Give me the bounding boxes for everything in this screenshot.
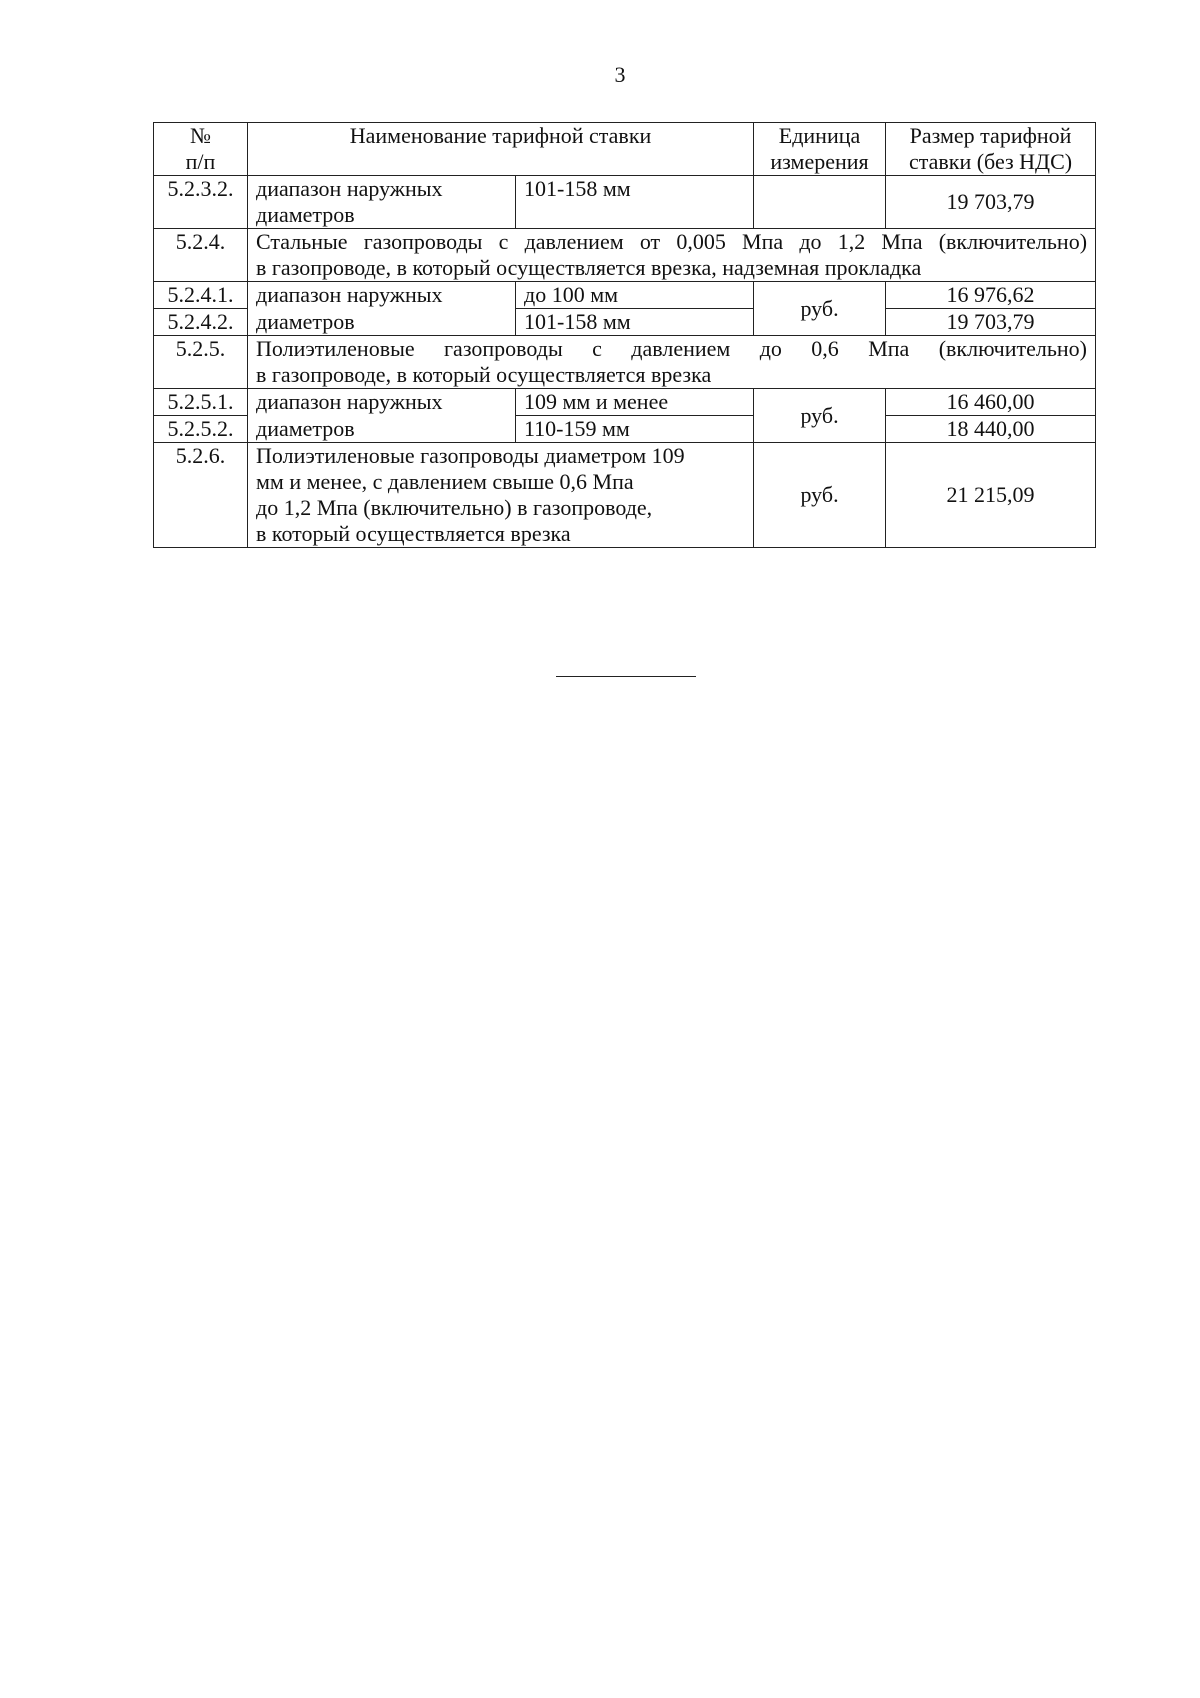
row-value: 16 976,62 bbox=[886, 282, 1096, 309]
row-range: до 100 мм bbox=[516, 282, 754, 309]
header-rate-line2: ставки (без НДС) bbox=[908, 149, 1073, 174]
row-description-line3: до 1,2 Мпа (включительно) в газопроводе, bbox=[256, 495, 653, 520]
header-unit-line2: измерения bbox=[770, 149, 869, 174]
row-range: 101-158 мм bbox=[516, 176, 754, 229]
row-description-line2: мм и менее, с давлением свыше 0,6 Мпа bbox=[256, 469, 634, 494]
row-num: 5.2.4.2. bbox=[154, 309, 248, 336]
row-value: 18 440,00 bbox=[886, 416, 1096, 443]
table-row bbox=[154, 389, 1096, 416]
row-description-line1: Стальные газопроводы с давлением от 0,005 Мпа до 1,2 Мпа (включительно) bbox=[256, 229, 1088, 254]
row-num: 5.2.3.2. bbox=[154, 176, 248, 229]
header-rate bbox=[886, 123, 1096, 176]
row-label: диаметров bbox=[248, 416, 516, 443]
row-description-line4: в который осуществляется врезка bbox=[256, 521, 571, 546]
row-label bbox=[248, 176, 516, 229]
end-rule bbox=[556, 676, 696, 677]
row-num: 5.2.5.1. bbox=[154, 389, 248, 416]
row-num: 5.2.5.2. bbox=[154, 416, 248, 443]
table-row bbox=[154, 443, 1096, 548]
row-description bbox=[248, 336, 1096, 389]
row-num: 5.2.4.1. bbox=[154, 282, 248, 309]
row-description-line2: в газопроводе, в который осуществляется врезка, надземная прокладка bbox=[256, 255, 922, 280]
row-range: 109 мм и менее bbox=[516, 389, 754, 416]
row-description bbox=[248, 229, 1096, 282]
table-row bbox=[154, 282, 1096, 309]
row-description-line1: Полиэтиленовые газопроводы диаметром 109 bbox=[256, 443, 685, 468]
table-row bbox=[154, 309, 1096, 336]
tariff-table bbox=[153, 122, 1096, 548]
row-unit bbox=[754, 176, 886, 229]
header-unit bbox=[754, 123, 886, 176]
page-number: 3 bbox=[614, 62, 626, 87]
table-row bbox=[154, 229, 1096, 282]
row-label-line2: диаметров bbox=[256, 202, 355, 227]
header-num-line2: п/п bbox=[185, 149, 216, 174]
header-num bbox=[154, 123, 248, 176]
row-unit: руб. bbox=[754, 443, 886, 548]
row-value: 21 215,09 bbox=[886, 443, 1096, 548]
row-num: 5.2.6. bbox=[154, 443, 248, 548]
row-description-line2: в газопроводе, в который осуществляется врезка bbox=[256, 362, 712, 387]
row-range: 110-159 мм bbox=[516, 416, 754, 443]
row-unit: руб. bbox=[754, 282, 886, 336]
header-num-line1: № bbox=[190, 123, 211, 148]
row-label-line1: диапазон наружных bbox=[256, 176, 443, 201]
row-label: диаметров bbox=[248, 309, 516, 336]
row-value: 19 703,79 bbox=[886, 309, 1096, 336]
header-unit-line1: Единица bbox=[778, 123, 861, 148]
row-unit: руб. bbox=[754, 389, 886, 443]
row-value: 19 703,79 bbox=[886, 176, 1096, 229]
row-value: 16 460,00 bbox=[886, 389, 1096, 416]
table-header-row bbox=[154, 123, 1096, 176]
table-row bbox=[154, 176, 1096, 229]
header-name: Наименование тарифной ставки bbox=[248, 123, 754, 176]
header-rate-line1: Размер тарифной bbox=[909, 123, 1072, 148]
row-label: диапазон наружных bbox=[248, 282, 516, 309]
table-row bbox=[154, 336, 1096, 389]
row-label: диапазон наружных bbox=[248, 389, 516, 416]
table-row bbox=[154, 416, 1096, 443]
row-range: 101-158 мм bbox=[516, 309, 754, 336]
row-num: 5.2.5. bbox=[154, 336, 248, 389]
row-num: 5.2.4. bbox=[154, 229, 248, 282]
row-description-line1: Полиэтиленовые газопроводы с давлением до 0,6 Мпа (включительно) bbox=[256, 336, 1088, 361]
row-description bbox=[248, 443, 754, 548]
